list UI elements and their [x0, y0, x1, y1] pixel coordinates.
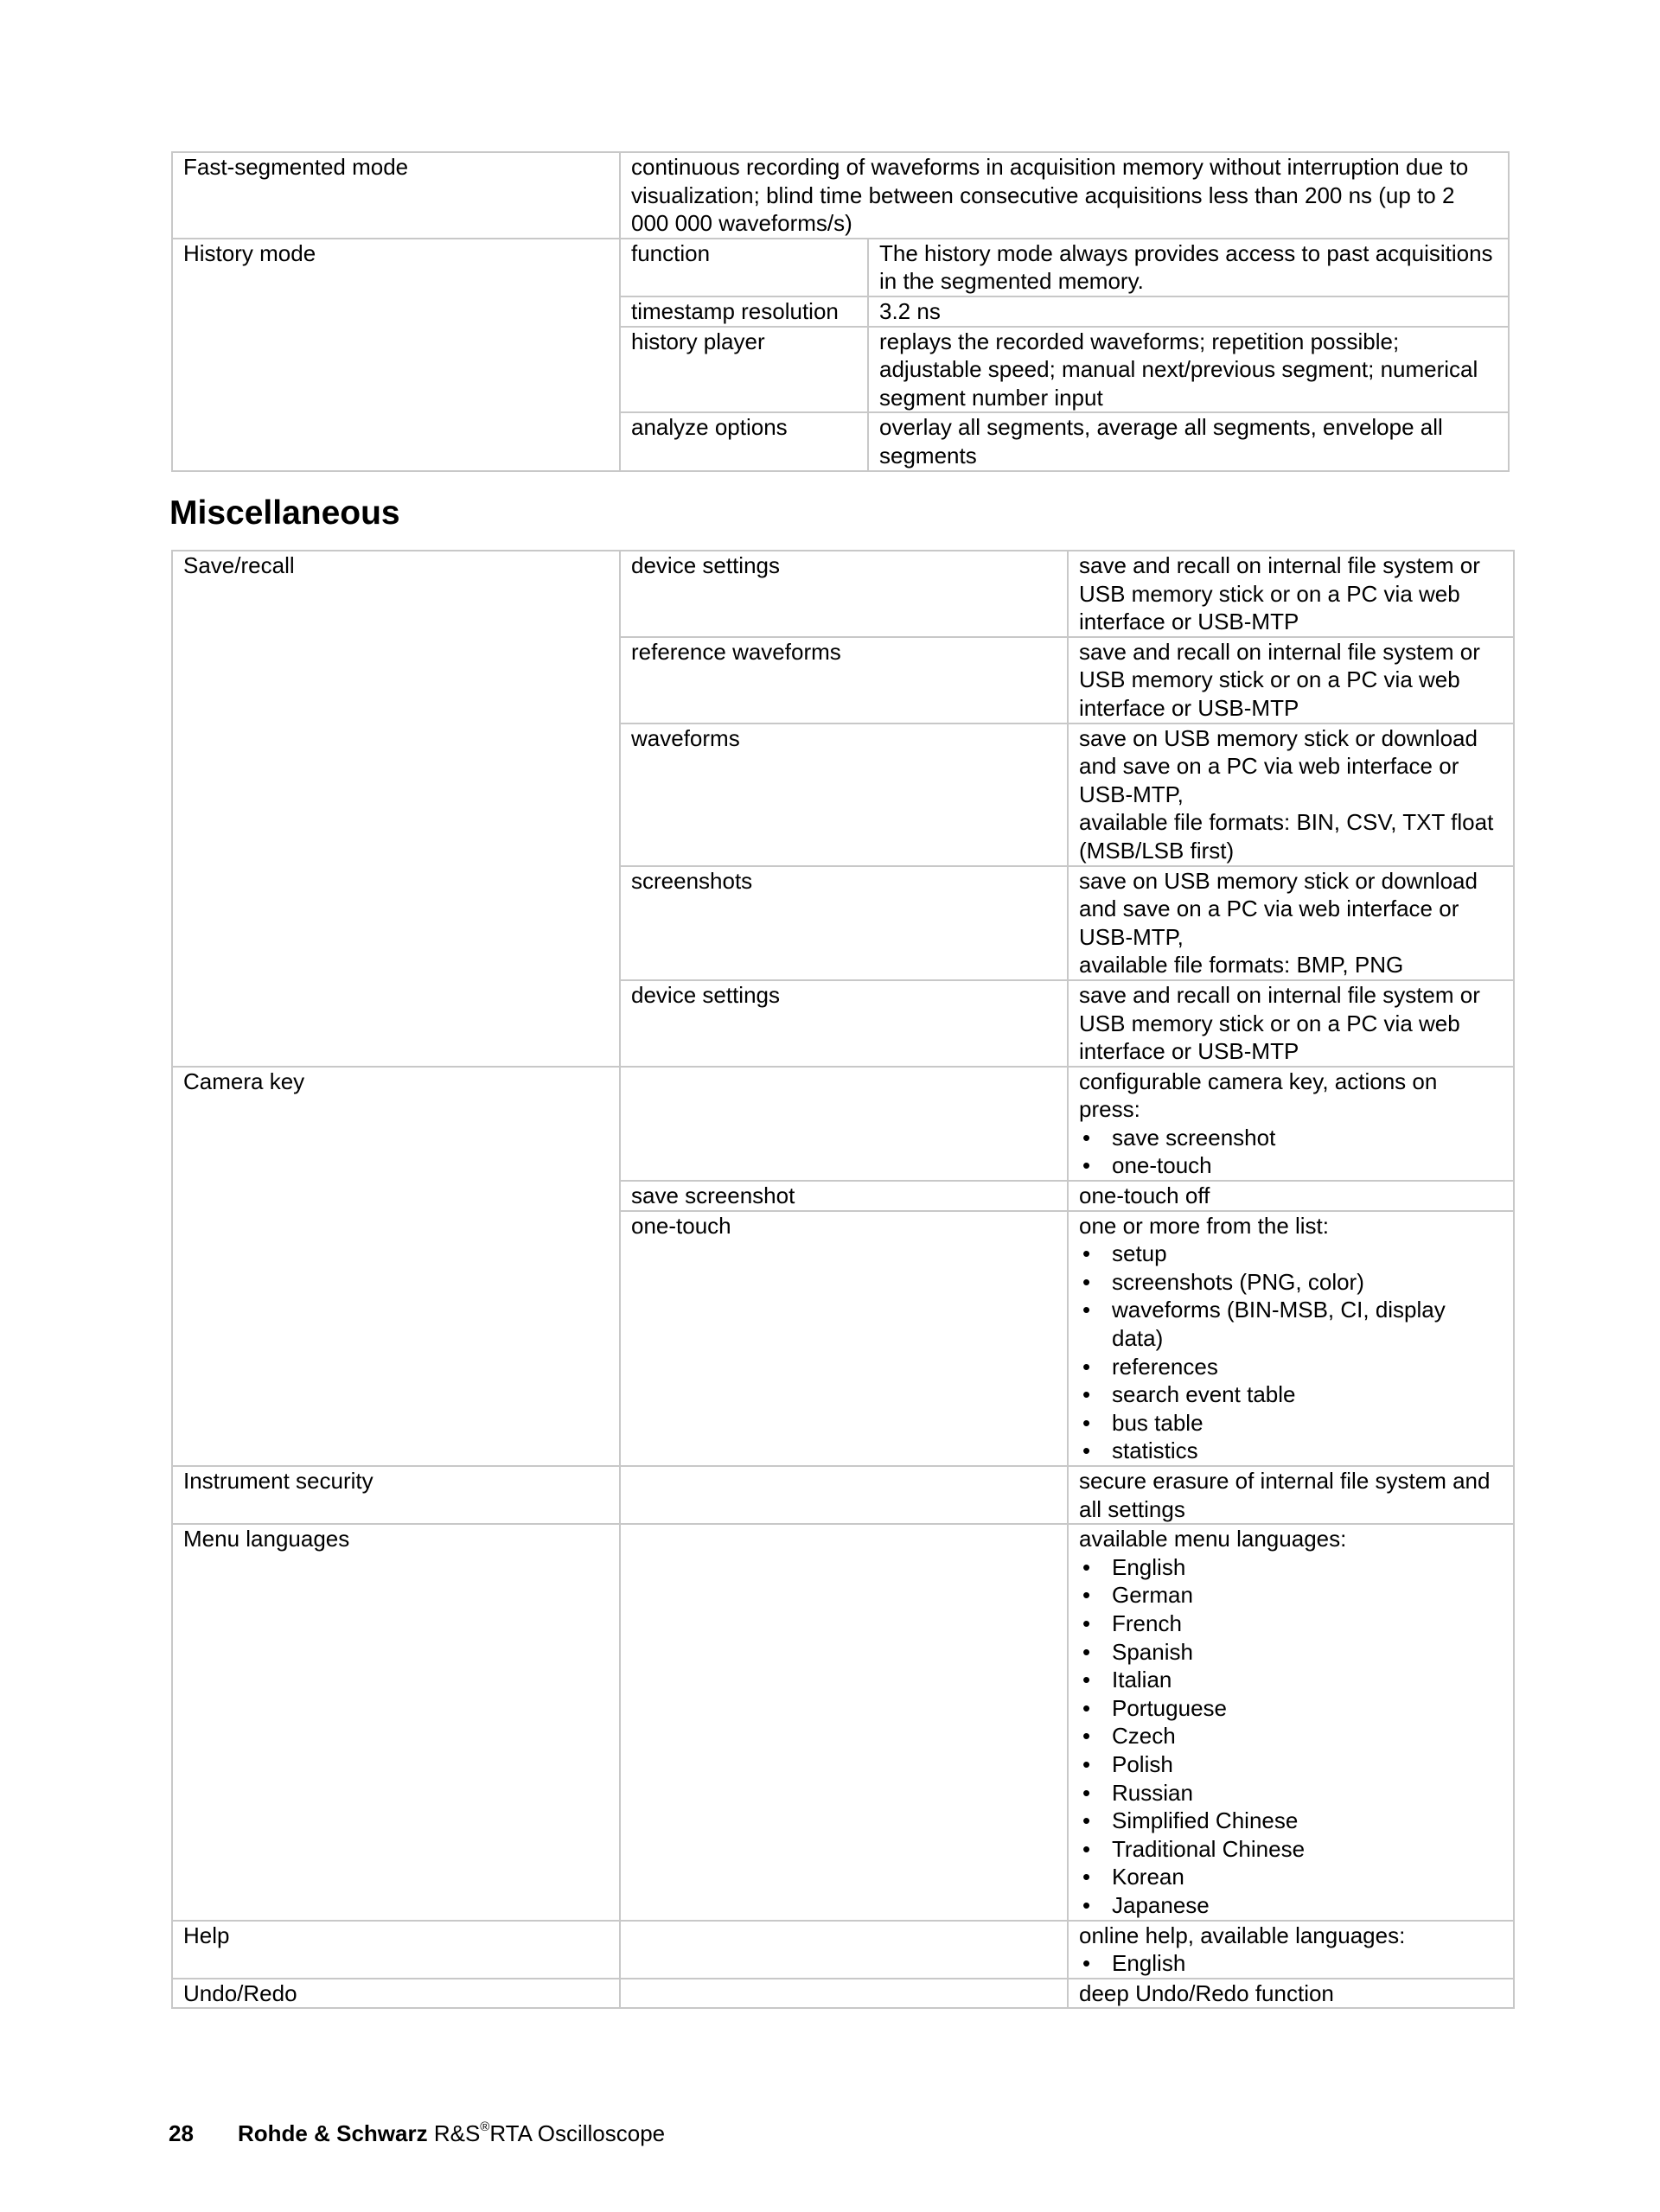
param-cell: waveforms [620, 724, 1068, 866]
value-cell [1068, 1211, 1514, 1466]
registered-mark: ® [480, 2120, 490, 2135]
list-item: • English [1079, 1553, 1503, 1582]
acquisition-modes-table [171, 151, 1510, 472]
list-item: • English [1079, 1949, 1503, 1978]
value-cell: secure erasure of internal file system and all settings [1068, 1466, 1514, 1524]
value-cell: save and recall on internal file system or USB memory stick or on a PC via web interface or USB-MTP [1068, 637, 1514, 724]
param-cell: function [620, 239, 868, 296]
value-line: save on USB memory stick or download and save on a PC via web interface or USB-MTP, [1079, 724, 1478, 807]
table-row [172, 1067, 1514, 1181]
value-intro: configurable camera key, actions on press: [1079, 1068, 1438, 1123]
value-line: available file formats: BMP, PNG [1079, 952, 1404, 979]
table-row [172, 1524, 1514, 1920]
list-item: • one-touch [1079, 1151, 1503, 1180]
list-item: • Spanish [1079, 1638, 1503, 1667]
row-label: Save/recall [172, 551, 620, 1067]
list-item: • Czech [1079, 1722, 1503, 1750]
row-label: History mode [172, 239, 620, 471]
value-cell [1068, 1067, 1514, 1181]
footer-brand: Rohde & Schwarz [238, 2120, 428, 2146]
value-cell: deep Undo/Redo function [1068, 1979, 1514, 2009]
param-cell: save screenshot [620, 1181, 1068, 1211]
list-item: • Russian [1079, 1779, 1503, 1807]
value-line: available file formats: BIN, CSV, TXT float (MSB/LSB first) [1079, 809, 1494, 864]
param-cell [620, 1067, 1068, 1181]
value-line: save on USB memory stick or download and save on a PC via web interface or USB-MTP, [1079, 867, 1478, 950]
row-label: Fast-segmented mode [172, 152, 620, 239]
value-cell: The history mode always provides access to past acquisitions in the segmented memory. [868, 239, 1509, 296]
value-intro: one or more from the list: [1079, 1212, 1329, 1239]
list-item: • Korean [1079, 1863, 1503, 1891]
param-cell: one-touch [620, 1211, 1068, 1466]
table-row [172, 152, 1509, 239]
list-item: • save screenshot [1079, 1124, 1503, 1152]
row-label: Menu languages [172, 1524, 620, 1920]
list-item: • search event table [1079, 1380, 1503, 1409]
value-cell: 3.2 ns [868, 296, 1509, 327]
list-item: • Japanese [1079, 1891, 1503, 1920]
value-cell [1068, 1921, 1514, 1979]
param-cell [620, 1921, 1068, 1979]
footer-product-prefix: R&S [433, 2120, 481, 2146]
value-cell: overlay all segments, average all segments, envelope all segments [868, 412, 1509, 470]
list-item: • French [1079, 1610, 1503, 1638]
param-cell [620, 1524, 1068, 1920]
value-intro: online help, available languages: [1079, 1922, 1406, 1948]
value-cell: save and recall on internal file system or USB memory stick or on a PC via web interface or USB-MTP [1068, 980, 1514, 1067]
row-label: Help [172, 1921, 620, 1979]
bullet-list [1079, 1240, 1503, 1465]
row-label: Instrument security [172, 1466, 620, 1524]
value-cell [1068, 866, 1514, 980]
value-cell [1068, 724, 1514, 866]
value-cell: one-touch off [1068, 1181, 1514, 1211]
list-item: • screenshots (PNG, color) [1079, 1268, 1503, 1297]
row-value: continuous recording of waveforms in acquisition memory without interruption due to visualization; blind time between consecutive acquisitions less than 200 ns (up to 2 000 000 waveforms/s) [620, 152, 1509, 239]
param-cell: device settings [620, 551, 1068, 637]
table-row [172, 1466, 1514, 1524]
param-cell: screenshots [620, 866, 1068, 980]
list-item: • statistics [1079, 1437, 1503, 1465]
param-cell: analyze options [620, 412, 868, 470]
param-cell [620, 1979, 1068, 2009]
row-label: Undo/Redo [172, 1979, 620, 2009]
table-row [172, 551, 1514, 637]
list-item: • Portuguese [1079, 1694, 1503, 1723]
param-cell: history player [620, 327, 868, 413]
param-cell [620, 1466, 1068, 1524]
param-cell: timestamp resolution [620, 296, 868, 327]
row-label: Camera key [172, 1067, 620, 1466]
page-footer [169, 2120, 665, 2147]
list-item: • Traditional Chinese [1079, 1835, 1503, 1864]
value-intro: available menu languages: [1079, 1526, 1347, 1552]
value-cell: save and recall on internal file system or USB memory stick or on a PC via web interface or USB-MTP [1068, 551, 1514, 637]
section-title: Miscellaneous [169, 494, 400, 532]
list-item: • references [1079, 1353, 1503, 1381]
list-item: • setup [1079, 1240, 1503, 1268]
list-item: • German [1079, 1581, 1503, 1610]
page-number: 28 [169, 2120, 194, 2146]
value-cell: replays the recorded waveforms; repetition possible; adjustable speed; manual next/previous segment; numerical segment number input [868, 327, 1509, 413]
bullet-list [1079, 1124, 1503, 1180]
value-cell [1068, 1524, 1514, 1920]
miscellaneous-table [171, 550, 1515, 2009]
table-row [172, 1921, 1514, 1979]
footer-product: RTA Oscilloscope [489, 2120, 666, 2146]
table-row [172, 239, 1509, 296]
bullet-list [1079, 1553, 1503, 1920]
bullet-list [1079, 1949, 1503, 1978]
table-row [172, 1979, 1514, 2009]
list-item: • Simplified Chinese [1079, 1807, 1503, 1835]
list-item: • Italian [1079, 1666, 1503, 1694]
list-item: • Polish [1079, 1750, 1503, 1779]
list-item: • waveforms (BIN-MSB, CI, display data) [1079, 1296, 1503, 1352]
list-item: • bus table [1079, 1409, 1503, 1437]
param-cell: reference waveforms [620, 637, 1068, 724]
param-cell: device settings [620, 980, 1068, 1067]
